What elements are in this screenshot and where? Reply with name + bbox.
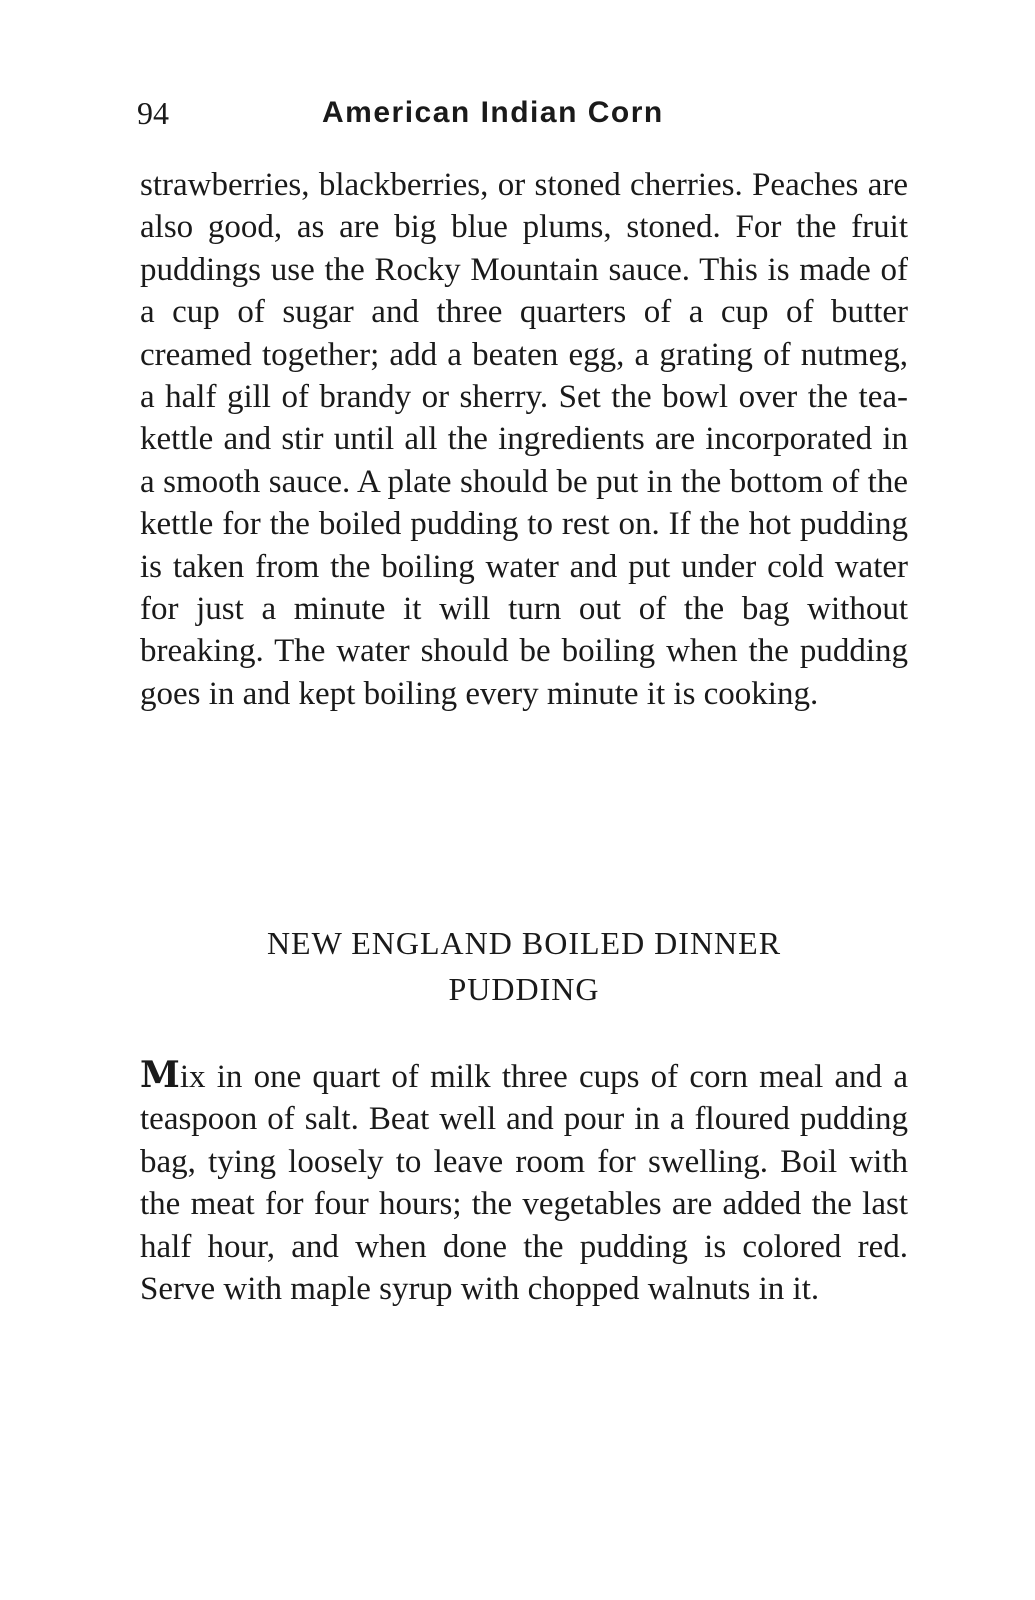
recipe-paragraph	[140, 1054, 908, 1310]
decorative-initial: M	[140, 1054, 180, 1096]
body-paragraph: strawberries, blackberries, or stoned cherries. Peaches are also good, as are big blue plums, stoned. For the fruit puddings use the Rocky Mountain sauce. This is made of a cup of sugar and three quarters of a cup of butter creamed together; add a beaten egg, a grating of nutmeg, a half gill of brandy or sherry. Set the bowl over the tea-kettle and stir until all the ingredients are incorporated in a smooth sauce. A plate should be put in the bottom of the kettle for the boiled pudding to rest on. If the hot pudding is taken from the boiling water and put under cold water for just a minute it will turn out of the bag without breaking. The water should be boiling when the pudding goes in and kept boiling every minute it is cooking.	[140, 167, 908, 712]
section-heading-line-2: PUDDING	[448, 971, 600, 1007]
page-header	[137, 88, 912, 138]
page-number: 94	[137, 95, 169, 131]
section-heading-line-1: NEW ENGLAND BOILED DINNER	[266, 925, 782, 961]
running-title: American Indian Corn	[322, 96, 664, 129]
recipe-paragraph-text: ix in one quart of milk three cups of corn meal and a teaspoon of salt. Beat well and pour in a floured pudding bag, tying loosely to leave room for swelling. Boil with the meat for four hours; the vegetables are added the last half hour, and when done the pudding is colored red. Serve with maple syrup with chopped walnuts in it.	[140, 1059, 908, 1308]
section-heading	[140, 920, 908, 1012]
